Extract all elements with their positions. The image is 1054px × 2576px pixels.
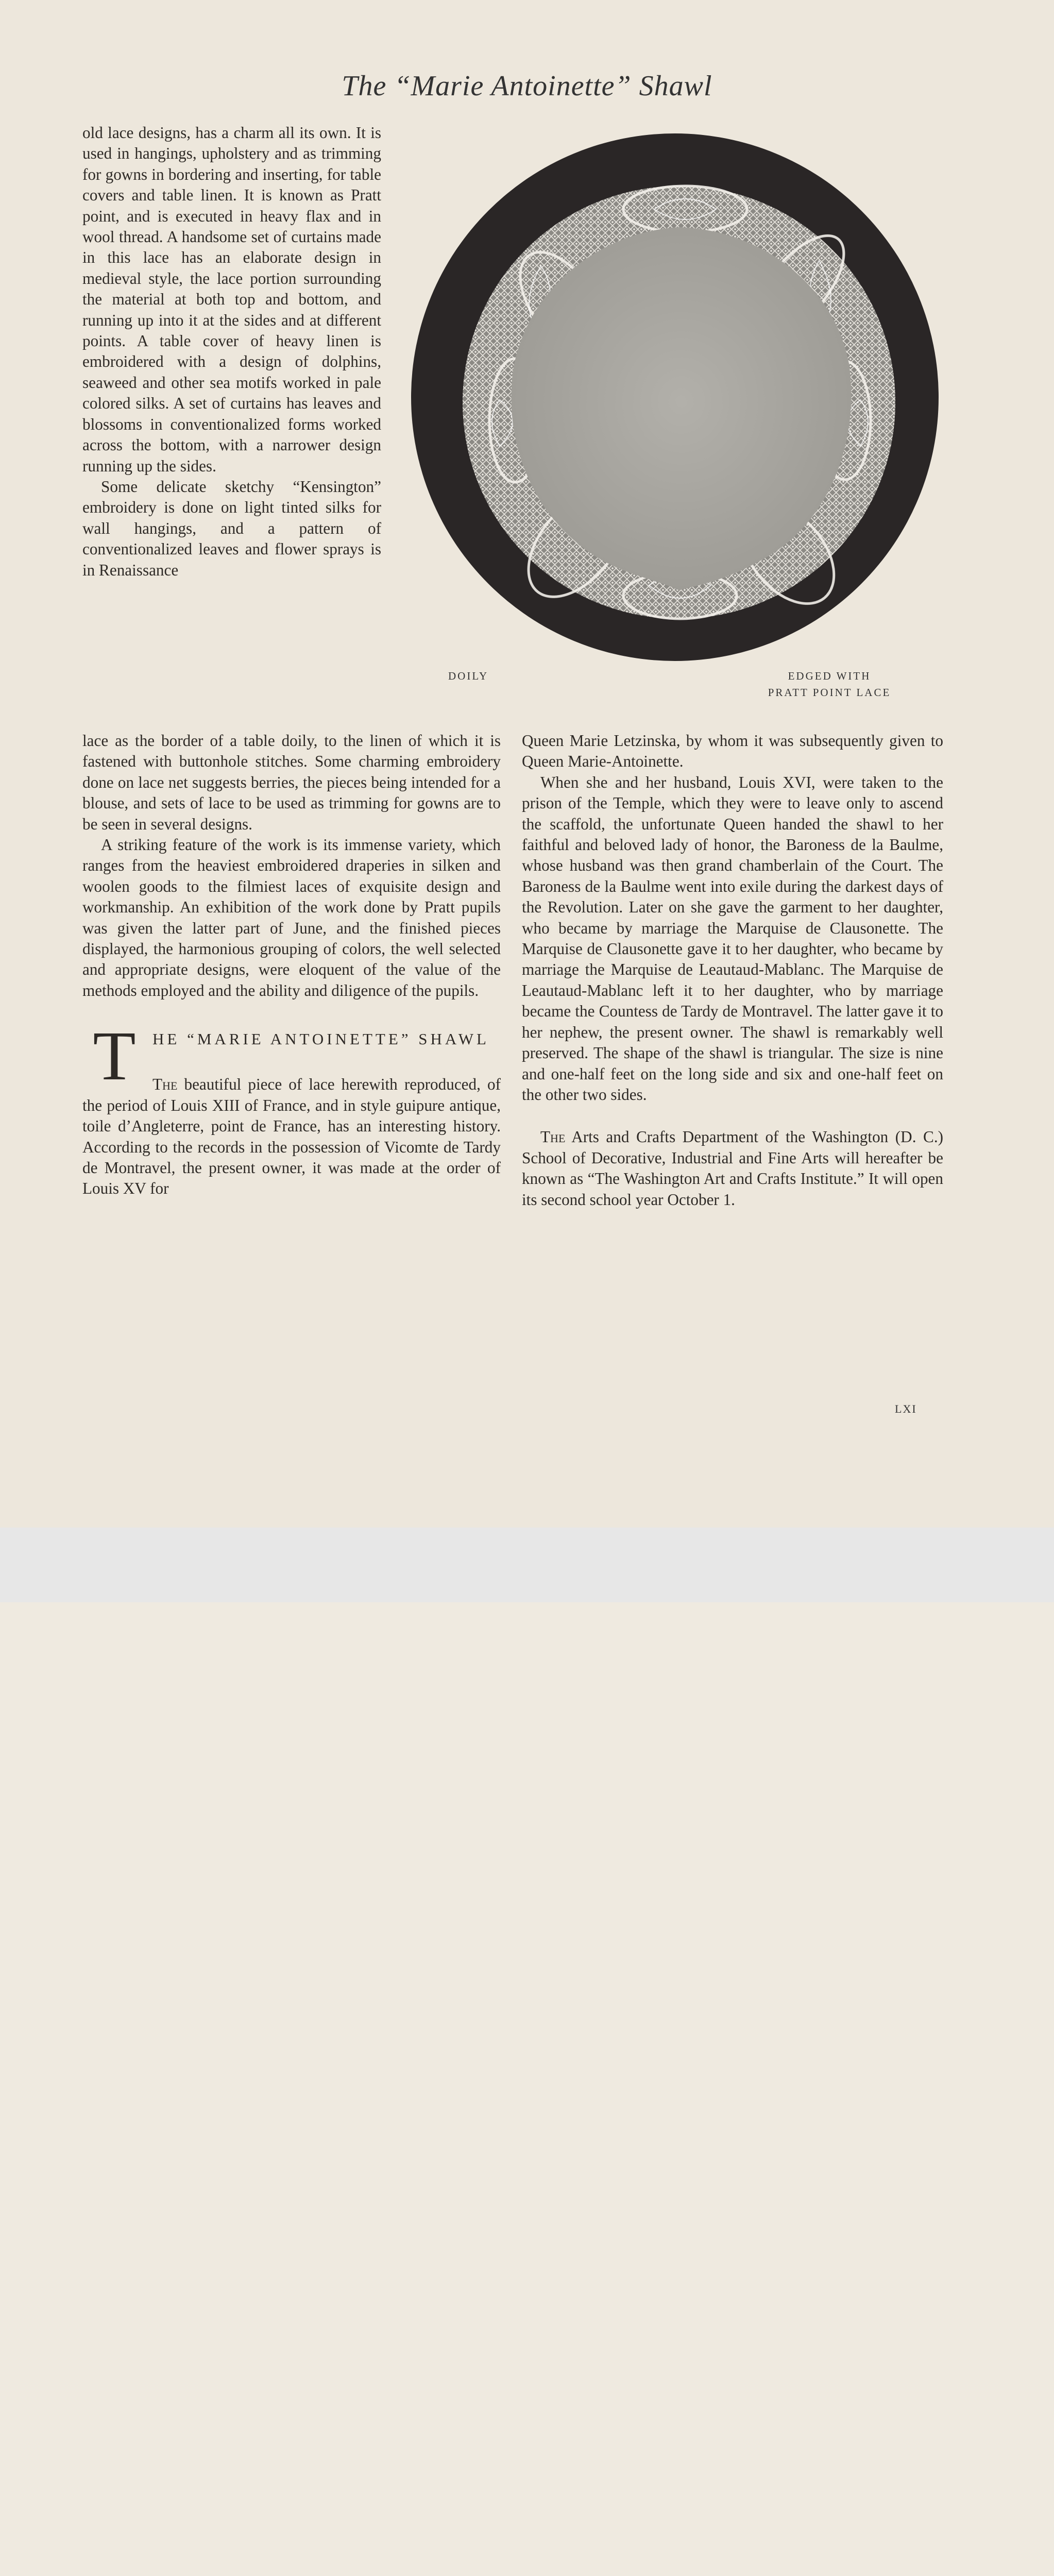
paragraph: beautiful piece of lace herewith reproduced, of the period of Louis XIII of France, and in style guipure antique, toile d’Angleterre, point de France, has an interesting history. According to the records in the possession of Vicomte de Tardy de Montravel, the present owner, it was made at the order of Louis XV for xyxy=(82,1075,501,1198)
paragraph: Arts and Crafts Department of the Washington (D. C.) School of Decorative, Industrial and Fine Arts will hereafter be known as “The Washington Art and Crafts Institute.” It will open its second school year October 1. xyxy=(522,1128,943,1209)
caption-line: PRATT POINT LACE xyxy=(768,686,891,699)
left-column-top xyxy=(82,123,381,581)
figure-caption-left: DOILY xyxy=(448,670,489,682)
drop-cap: T xyxy=(93,1018,136,1095)
doily-photograph xyxy=(407,132,943,663)
paragraph: Some delicate sketchy “Kensington” embroidery is done on light tinted silks for wall hangings, and a pattern of conventionalized leaves and flower sprays is in Renaissance xyxy=(82,477,381,579)
paragraph: When she and her husband, Louis XVI, were taken to the prison of the Temple, which they were to leave only to ascend the scaffold, the unfortunate Queen handed the shawl to her faithful and beloved lady of honor, the Baroness de la Baulme, whose husband was then grand chamberlain of the Court. The Baroness de la Baulme went into exile during the darkest days of the Revolution. Later on she gave the garment to her daughter, who became by marriage the Marquise de Clausonette. The Marquise de Clausonette gave it to her daughter, who became by marriage the Marquise de Leautaud-Mablanc. The Marquise de Leautaud-Mablanc left it to her daughter, who by marriage became the Countess de Tardy de Montravel. The latter gave it to her nephew, the present owner. The shawl is remarkably well preserved. The shape of the shawl is triangular. The size is nine and one-half feet on the long side and six and one-half feet on the other two sides. xyxy=(522,773,943,1104)
right-column-bottom xyxy=(522,731,943,1210)
doily-image xyxy=(407,132,943,663)
lead-word: The xyxy=(540,1128,566,1146)
paragraph: A striking feature of the work is its immense variety, which ranges from the heaviest embroidered draperies in silken and woolen goods to the filmiest laces of exquisite design and workmanship. An exhibition of the work done by Pratt pupils was given the latter part of June, and the finished pieces displayed, the harmonious grouping of colors, the well selected and appropriate designs, were eloquent of the value of the methods employed and the ability and diligence of the pupils. xyxy=(82,836,501,999)
caption-line: EDGED WITH xyxy=(788,670,871,682)
digitization-footer xyxy=(0,1528,1054,1602)
paragraph: lace as the border of a table doily, to the linen of which it is fastened with buttonhole stitches. Some charming embroidery done on lace net suggests berries, the pieces being intended for a blouse, and sets of lace to be used as trimming for gowns are to be seen in several designs. xyxy=(82,732,501,833)
figure-caption-right xyxy=(760,668,899,701)
page-number: LXI xyxy=(895,1402,917,1415)
lead-word: The xyxy=(152,1075,178,1094)
paragraph: old lace designs, has a charm all its own. It is used in hangings, upholstery and as trimming for gowns in bordering and inserting, for table covers and table linen. It is known as Pratt point, and is executed in heavy flax and in wool thread. A handsome set of curtains made in this lace has an elaborate design in medieval style, the lace portion surrounding the material at both top and bottom, and running up into it at the sides and at different points. A table cover of heavy linen is embroidered with a design of dolphins, seaweed and other sea motifs worked in pale colored silks. A set of curtains has leaves and blossoms in conventionalized forms worked across the bottom, with a narrower design running up the sides. xyxy=(82,124,381,475)
section-title: HE “MARIE ANTOINETTE” SHAWL xyxy=(152,1030,489,1048)
section-heading xyxy=(82,1018,501,1199)
paragraph: Queen Marie Letzinska, by whom it was subsequently given to Queen Marie-Antoinette. xyxy=(522,732,943,771)
left-column-bottom xyxy=(82,731,501,1199)
running-title: The “Marie Antoinette” Shawl xyxy=(342,70,712,102)
